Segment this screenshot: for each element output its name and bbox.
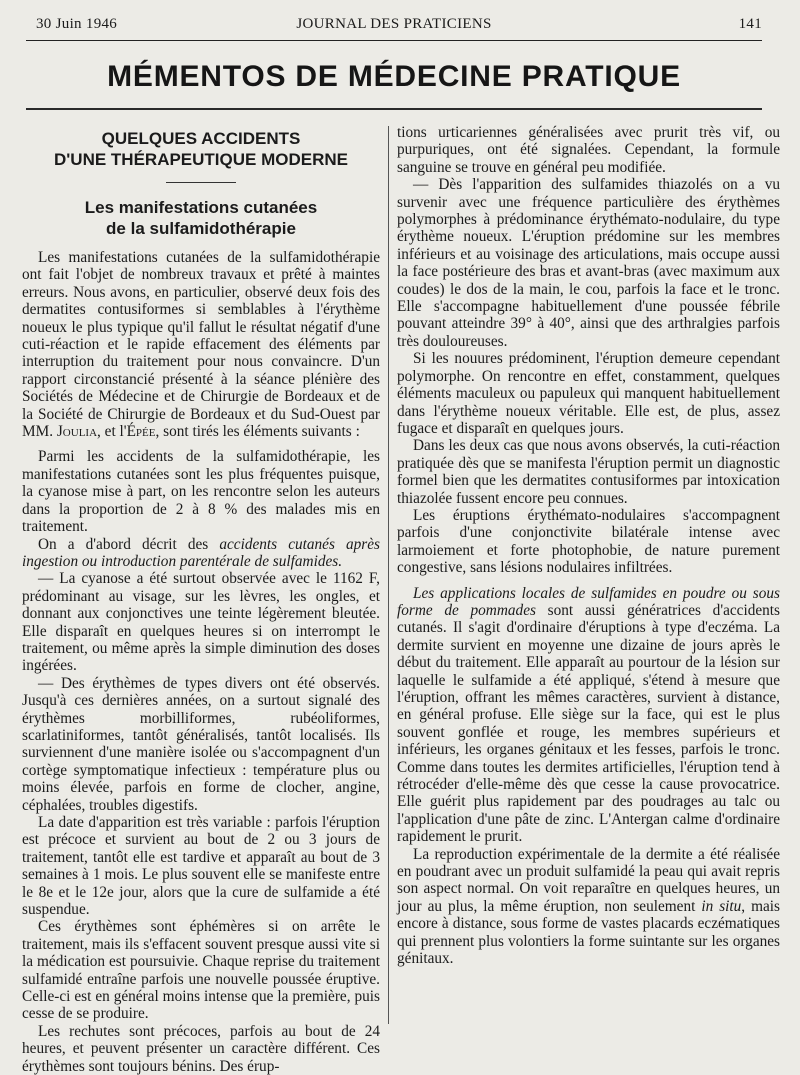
paragraph-deux-cas: Dans les deux cas que nous avons observés, la cuti-réaction pratiquée dès que se manifesta l'éruption permit un diagnostic formel bien que les dermatites contusiformes par intoxication thiazolée fussent encore peu connues. xyxy=(397,437,780,507)
page-number: 141 xyxy=(738,16,762,32)
header-rule xyxy=(26,40,762,41)
article-title xyxy=(22,128,380,170)
paragraph-parmi: Parmi les accidents de la sulfamidothérapie, les manifestations cutanées sont les plus fréquentes puisque, la cyanose mise à part, on les rencontre selon les auteurs dans la proportion de 2 à 8 % des malades mis en traitement. xyxy=(22,448,380,536)
article-subtitle-line1: Les manifestations cutanées xyxy=(84,198,318,217)
article-title-rule xyxy=(166,182,236,183)
paragraph-date: La date d'apparition est très variable : parfois l'éruption est précoce et survient au bout de 2 ou 3 jours de traitement, tantôt elle est tardive et apparaît au bout de 3 semaines à 1 mois. Le plus souvent elle se manifeste entre le 8e et le 12e jour, alors que la cure de sulfamide a été suspendue. xyxy=(22,814,380,919)
author-name: Joulia xyxy=(56,423,98,441)
paragraph-ces: Ces érythèmes sont éphémères si on arrête le traitement, mais ils s'effacent souvent presque aussi vite si la médication est poursuivie. Chaque reprise du traitement sulfamidé entraîne parfois une nouvelle poussée éruptive. Celle-ci est en général moins intense que la première, puis cesse de se produire. xyxy=(22,918,380,1023)
paragraph-continuation: tions urticariennes généralisées avec prurit très vif, ou purpuriques, ont été signalées. Cependant, la formule sanguine se trouve en général peu modifiée. xyxy=(397,124,780,176)
running-header xyxy=(26,14,762,36)
paragraph-rechutes: Les rechutes sont précoces, parfois au bout de 24 heures, et peuvent présenter un caractère différent. Ces érythèmes sont toujours bénins. Des érup- xyxy=(22,1022,380,1075)
article-title-line1: QUELQUES ACCIDENTS xyxy=(101,129,301,148)
article-subtitle xyxy=(22,197,380,239)
left-column xyxy=(22,124,380,1075)
journal-name: JOURNAL DES PRATICIENS xyxy=(296,16,492,32)
intro-paragraph: Les manifestations cutanées de la sulfamidothérapie ont fait l'objet de nombreux travaux et prêté à maintes erreurs. Nous avons, en particulier, observé deux fois des dermatites contusiformes si semblables à l'érythème noueux le plus typique qu'il fallut le résultat négatif d'une cuti-réaction et le rapide effacement des éléments par interruption du traitement pour nous convaincre. D'un rapport circonstancié présenté à la séance plénière des Sociétés de Médecine et de Chirurgie de Bordeaux et de la Société de Chirurgie de Bordeaux et du Sud-Ouest par MM. Joulia, et l'Épée, sont tirés les éléments suivants : xyxy=(22,249,380,441)
issue-date: 30 Juin 1946 xyxy=(36,16,118,32)
article-subtitle-line2: de la sulfamidothérapie xyxy=(106,219,296,238)
paragraph-thiazoles: — Dès l'apparition des sulfamides thiazolés on a vu survenir avec une fréquence particulière des érythèmes polymorphes à prédominance érythémato-nodulaire, du type érythème noueux. L'éruption prédomine sur les membres inférieurs et au voisinage des articulations, mais occupe aussi la face postérieure des bras et avant-bras (avec maximum aux coudes) le dos de la main, le cou, parfois la face et le tronc. Elle s'accompagne habituellement d'une poussée fébrile pouvant atteindre 39° à 40°, ainsi que des arthralgies parfois très douloureuses. xyxy=(397,176,780,350)
column-divider xyxy=(388,126,389,1024)
paragraph-erythemes: — Des érythèmes de types divers ont été observés. Jusqu'à ces dernières années, on a surtout signalé des érythèmes morbilliformes, rubéoliformes, scarlatiniformes, tantôt généralisés, tantôt localisés. Ils surviennent d'une manière isolée ou s'accompagnent d'un cortège symptomatique infectieux : température plus ou moins élevée, parfois en forme de clocher, angine, céphalées, troubles digestifs. xyxy=(22,674,380,814)
author-name: Épée xyxy=(126,423,156,441)
paragraph-nouures: Si les nouures prédominent, l'éruption demeure cependant polymorphe. On rencontre en effet, constamment, quelques éléments maculeux ou papuleux qui manquent habituellement dans l'érythème noueux véritable. Elle est, de plus, assez fugace et disparaît en quelques jours. xyxy=(397,350,780,437)
paragraph-applications: Les applications locales de sulfamides en poudre ou sous forme de pommades sont aussi génératrices d'accidents cutanés. Il s'agit d'ordinaire d'éruptions à type d'eczéma. La dermite survient en moyenne une dizaine de jours après le début du traitement. Elle apparaît au pourtour de la lésion sur laquelle le sulfamide a été appliqué, s'étend à mesure que l'éruption, offrant les mêmes caractères, survient à distance, en général profuse. Elle siège sur la face, qui est le plus souvent gonflée et rouge, les membres supérieurs et inférieurs, les organes génitaux et les fesses, parfois le tronc. Comme dans toutes les dermites artificielles, l'éruption tend à rétrocéder d'elle-même dès que cesse la cause provocatrice. Elle guérit plus rapidement par des poudrages au talc ou l'application d'une pâte de zinc. L'Antergan calme d'ordinaire rapidement le prurit. xyxy=(397,584,780,846)
paragraph-reproduction: La reproduction expérimentale de la dermite a été réalisée en poudrant avec un produit sulfamidé la peau qui avait repris son aspect normal. On voit reparaître en quelques heures, un jour au plus, la même éruption, non seulement in situ, mais encore à distance, sous forme de vastes placards eczématiques qui prennent plus volontiers la forme suintante sur les organes génitaux. xyxy=(397,845,780,968)
title-rule xyxy=(26,108,762,110)
article-title-line2: D'UNE THÉRAPEUTIQUE MODERNE xyxy=(53,150,348,169)
right-column xyxy=(397,124,780,968)
paragraph-eruptions: Les éruptions érythémato-nodulaires s'accompagnent parfois d'une conjonctivite bilatérale intense avec larmoiement et forte photophobie, de nature purement congestive, sans lésions nodulaires infiltrées. xyxy=(397,506,780,577)
paragraph-cyanose: — La cyanose a été surtout observée avec le 1162 F, prédominant au visage, sur les lèvres, les ongles, et donnant aux conjonctives une teinte légèrement bleutée. Elle disparaît en quelques heures si on interrompt le traitement, ou même après la simple diminution des doses ingérées. xyxy=(22,570,380,675)
section-title: MÉMENTOS DE MÉDECINE PRATIQUE xyxy=(107,60,681,93)
paragraph-abord: On a d'abord décrit des accidents cutanés après ingestion ou introduction parentérale de sulfamides. xyxy=(22,535,380,570)
